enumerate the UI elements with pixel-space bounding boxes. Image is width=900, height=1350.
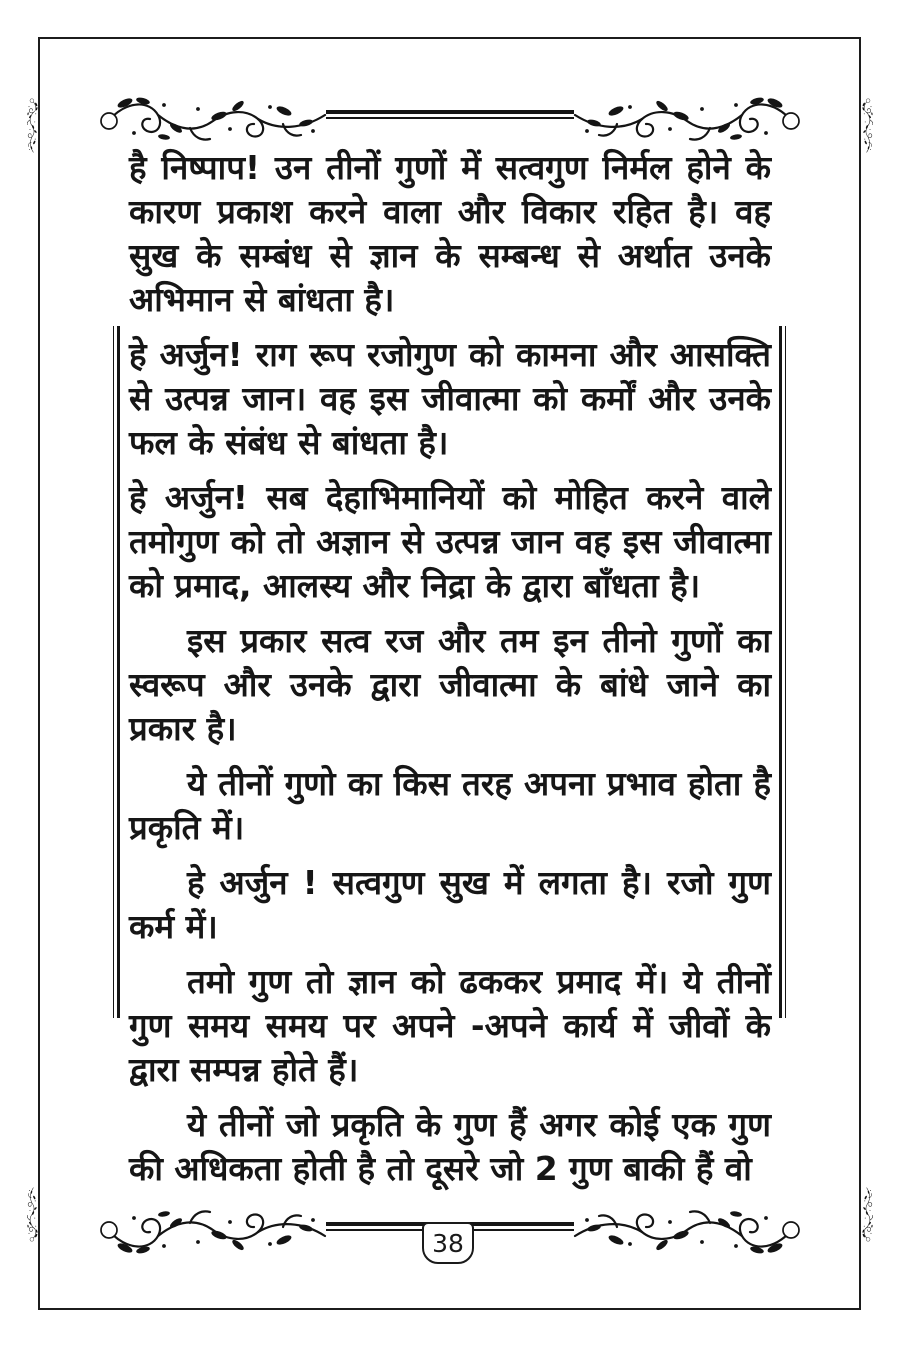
paragraph: हे अर्जुन ! सत्वगुण सुख में लगता है। रजो गुण कर्म में।	[129, 863, 771, 946]
border-rule-left	[113, 326, 120, 1018]
page-number: 38	[432, 1228, 464, 1258]
border-rule-right	[779, 326, 786, 1018]
paragraph: ये तीनों गुणो का किस तरह अपना प्रभाव होता है प्रकृति में।	[129, 764, 771, 847]
paragraph: तमो गुण तो ज्ञान को ढककर प्रमाद में। ये तीनों गुण समय समय पर अपने -अपने कार्य में जीवों के द्वारा सम्पन्न होते हैं।	[129, 962, 771, 1089]
border-rule-top	[326, 110, 574, 119]
body-text	[129, 146, 771, 1202]
paragraph: है निष्पाप! उन तीनों गुणों में सत्वगुण निर्मल होने के कारण प्रकाश करने वाला और विकार रहित है। वह सुख के सम्बंध से ज्ञान के सम्बन्ध से अर्थात उनके अभिमान से बांधता है।	[129, 148, 771, 319]
paragraph: हे अर्जुन! सब देहाभिमानियों को मोहित करने वाले तमोगुण को तो अज्ञान से उत्पन्न जान वह इस जीवात्मा को प्रमाद, आलस्य और निद्रा के द्वारा बाँधता है।	[129, 478, 771, 605]
paragraph: इस प्रकार सत्व रज और तम इन तीनो गुणों का स्वरूप और उनके द्वारा जीवात्मा के बांधे जाने का प्रकार है।	[129, 621, 771, 748]
page-number-badge	[422, 1222, 474, 1264]
paragraph: हे अर्जुन! राग रूप रजोगुण को कामना और आसक्ति से उत्पन्न जान। वह इस जीवात्मा को कर्मों और उनके फल के संबंध से बांधता है।	[129, 335, 771, 462]
paragraph: ये तीनों जो प्रकृति के गुण हैं अगर कोई एक गुण की अधिकता होती है तो दूसरे जो 2 गुण बाकी हैं वो	[129, 1105, 771, 1188]
